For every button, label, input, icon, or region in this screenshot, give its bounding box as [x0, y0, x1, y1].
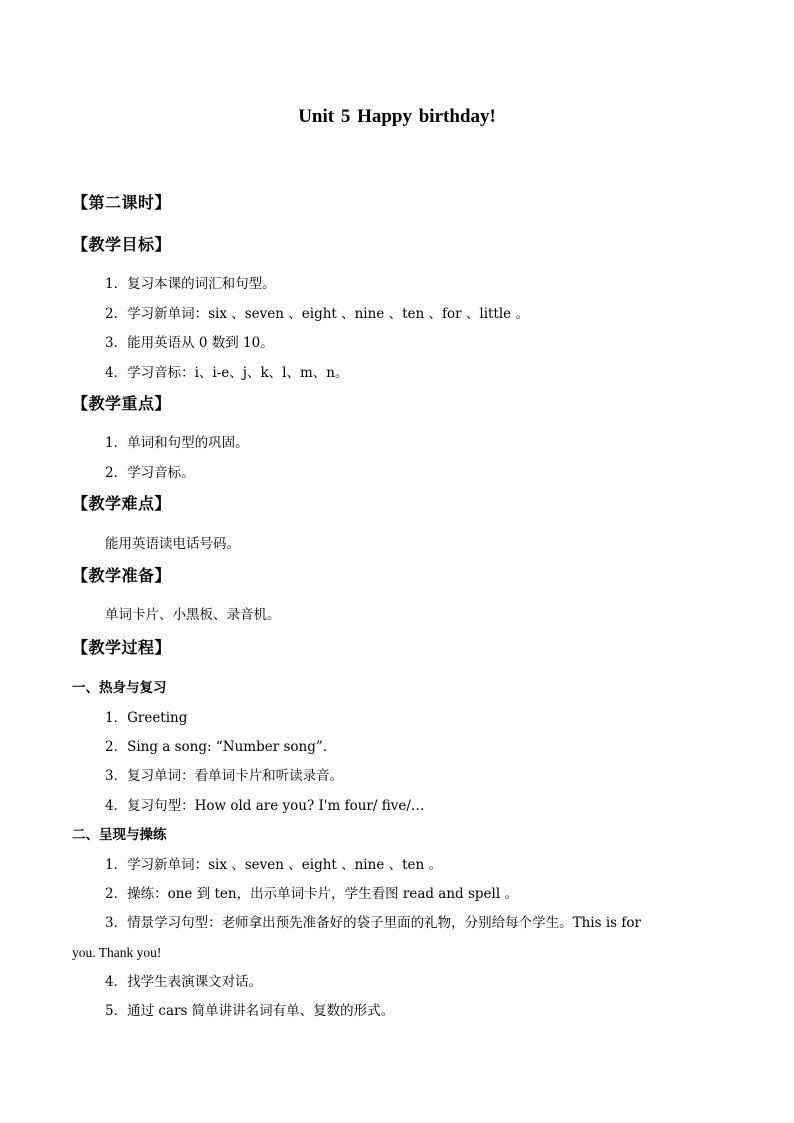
- presentation-item: 5．通过 cars 简单讲讲名词有单、复数的形式。: [105, 1003, 395, 1019]
- difficulties-heading: 【教学难点】: [72, 494, 172, 513]
- process-heading: 【教学过程】: [72, 638, 172, 657]
- objective-item: 4．学习音标：i、i-e、j、k、l、m、n。: [105, 365, 349, 381]
- section-heading-presentation: 二、呈现与操练: [72, 827, 167, 843]
- preparation-text: 单词卡片、小黑板、录音机。: [105, 607, 281, 623]
- presentation-item: 4．找学生表演课文对话。: [105, 974, 263, 990]
- presentation-item: 1．学习新单词：six 、seven 、eight 、nine 、ten 。: [105, 857, 443, 873]
- section-heading-warmup: 一、热身与复习: [72, 680, 167, 696]
- presentation-item-continuation: you. Thank you!: [72, 945, 162, 960]
- objectives-heading: 【教学目标】: [72, 235, 172, 254]
- objective-item: 3．能用英语从 0 数到 10。: [105, 335, 274, 351]
- lesson-heading: 【第二课时】: [72, 193, 172, 212]
- difficulties-text: 能用英语读电话号码。: [105, 536, 240, 552]
- objective-item: 2．学习新单词：six 、seven 、eight 、nine 、ten 、for 、little 。: [105, 306, 529, 322]
- key-points-heading: 【教学重点】: [72, 394, 172, 413]
- warmup-item: 2．Sing a song: “Number song”.: [105, 739, 328, 755]
- warmup-item: 1．Greeting: [105, 710, 188, 726]
- preparation-heading: 【教学准备】: [72, 566, 172, 585]
- presentation-item: 3．情景学习句型：老师拿出预先准备好的袋子里面的礼物，分别给每个学生。This is for: [105, 915, 641, 931]
- warmup-item: 4．复习句型：How old are you? I'm four/ five/…: [105, 798, 425, 814]
- key-point-item: 1．单词和句型的巩固。: [105, 435, 249, 451]
- document-title: Unit 5 Happy birthday!: [298, 106, 496, 127]
- warmup-item: 3．复习单词：看单词卡片和听读录音。: [105, 768, 344, 784]
- presentation-item: 2．操练：one 到 ten，出示单词卡片，学生看图 read and spell 。: [105, 886, 518, 902]
- objective-item: 1．复习本课的词汇和句型。: [105, 276, 276, 292]
- key-point-item: 2．学习音标。: [105, 465, 195, 481]
